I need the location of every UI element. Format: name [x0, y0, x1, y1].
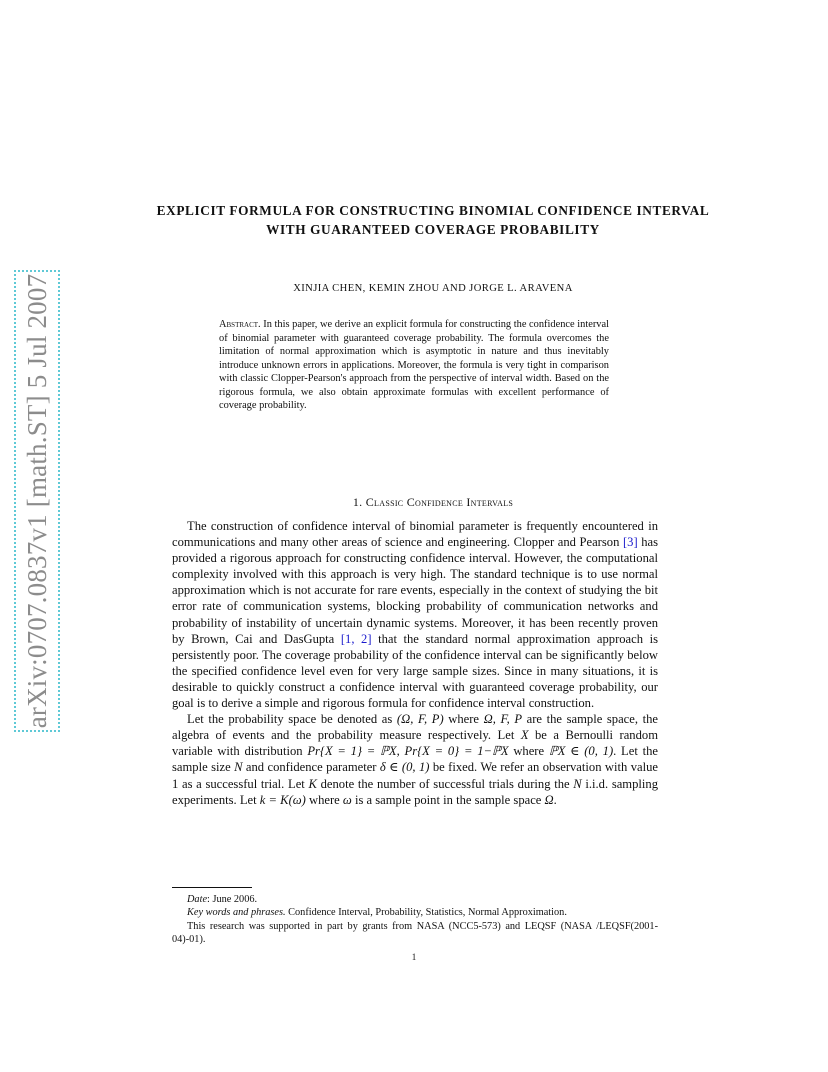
footnote-keywords — [172, 906, 658, 919]
section-title: Classic Confidence Intervals — [365, 495, 514, 509]
p2-text: be a Bernoulli random variable with distribution — [172, 728, 658, 759]
paper-title: EXPLICIT FORMULA FOR CONSTRUCTING BINOMIAL CONFIDENCE INTERVAL WITH GUARANTEED COVERAGE PROBABILITY — [156, 203, 710, 237]
p2-text: denote the number of successful trials during the — [316, 776, 574, 791]
abstract-text: In this paper, we derive an explicit formula for constructing the confidence interval of binomial parameter with guaranteed coverage probability. The formula overcomes the limitation of normal approximation which is asymptotic in nature and thus inevitably introduce unknown errors in applications. Moreover, the formula is very tight in comparison with classic Clopper-Pearson's approach from the perspective of interval width. Based on the rigorous formula, we also obtain approximate formulas with excellent performance of coverage probability. — [219, 319, 609, 411]
footnote-keywords-label: Key words and phrases. — [187, 907, 286, 919]
p2-math: δ ∈ (0, 1) — [379, 760, 430, 775]
p2-math: Ω, F, P — [483, 712, 523, 727]
p2-text: are the sample space, the algebra of events and the probability measure respectively. Let — [172, 712, 658, 743]
p2-math: Pr{X = 1} = ℙX, Pr{X = 0} = 1−ℙX — [307, 744, 509, 759]
p2-text: and confidence parameter — [242, 760, 380, 775]
paragraph-1 — [172, 518, 658, 711]
section-heading — [150, 495, 716, 510]
citation-link-3[interactable]: [3] — [622, 535, 638, 550]
p2-math: X — [520, 728, 529, 743]
abstract — [219, 318, 609, 413]
p2-text: Let the probability space be denoted as — [187, 712, 397, 727]
p2-text: is a sample point in the sample space — [351, 792, 545, 807]
body-text — [172, 518, 658, 808]
p2-text: i.i.d. sampling experiments. Let — [172, 776, 658, 807]
page-number: 1 — [411, 952, 417, 962]
p2-math: N — [573, 776, 582, 791]
p2-text: where — [305, 792, 343, 807]
p2-text: where — [508, 744, 549, 759]
paragraph-2 — [172, 711, 658, 808]
abstract-label: Abstract. — [219, 319, 261, 330]
citation-link-1-2[interactable]: [1, 2] — [340, 631, 372, 646]
p2-math: ω — [342, 792, 352, 807]
p2-math: k = K(ω) — [259, 792, 306, 807]
section-number: 1. — [352, 495, 363, 509]
footnote-keywords-value: Confidence Interval, Probability, Statistics, Normal Approximation. — [285, 907, 567, 919]
p2-math: (Ω, F, P) — [396, 712, 444, 727]
paragraph-1-text-a: The construction of confidence interval of binomial parameter is frequently encountered in communications and many other areas of science and engineering. Clopper and Pearson — [172, 519, 658, 550]
paper-authors: XINJIA CHEN, KEMIN ZHOU AND JORGE L. ARAVENA — [293, 283, 573, 294]
p2-math: ℙX ∈ (0, 1) — [548, 744, 614, 759]
footnotes — [172, 893, 658, 947]
p2-text: be fixed. We refer an observation with value 1 as a successful trial. Let — [172, 760, 658, 791]
footnote-date-label: Date — [187, 894, 208, 905]
footnote-date — [172, 893, 658, 906]
paragraph-1-text-b: has provided a rigorous approach for constructing confidence interval. However, the computational complexity involved with this approach is very high. The standard technique is to use normal approximation which is not accurate for rare events, especially in the context of studying the bit error rate of communication systems, blocking probability of communication networks and probability of instability of uncertain dynamic systems. Moreover, it has been recently proven by Brown, Cai and DasGupta — [172, 535, 658, 646]
p2-math: K — [308, 776, 317, 791]
footnote-date-value: : June 2006. — [207, 894, 258, 905]
p2-math: N — [234, 760, 243, 775]
footnote-funding: This research was supported in part by grants from NASA (NCC5-573) and LEQSF (NASA /LEQSF(2001-04)-01). — [172, 920, 658, 946]
p2-text: . — [553, 792, 557, 807]
p2-text: . Let the sample size — [172, 744, 658, 775]
footnote-rule — [172, 887, 252, 888]
p2-text: where — [443, 712, 484, 727]
p2-math: Ω — [544, 792, 554, 807]
arxiv-stamp-container — [14, 270, 60, 732]
paragraph-1-text-c: that the standard normal approximation approach is persistently poor. The coverage probability of the confidence interval can be significantly below the specified confidence level even for very large sample sizes. Since in many situations, it is desirable to quickly construct a confidence interval with guaranteed coverage probability, our goal is to derive a simple and rigorous formula for confidence interval construction. — [172, 631, 658, 711]
arxiv-stamp[interactable]: arXiv:0707.0837v1 [math.ST] 5 Jul 2007 — [14, 270, 60, 732]
